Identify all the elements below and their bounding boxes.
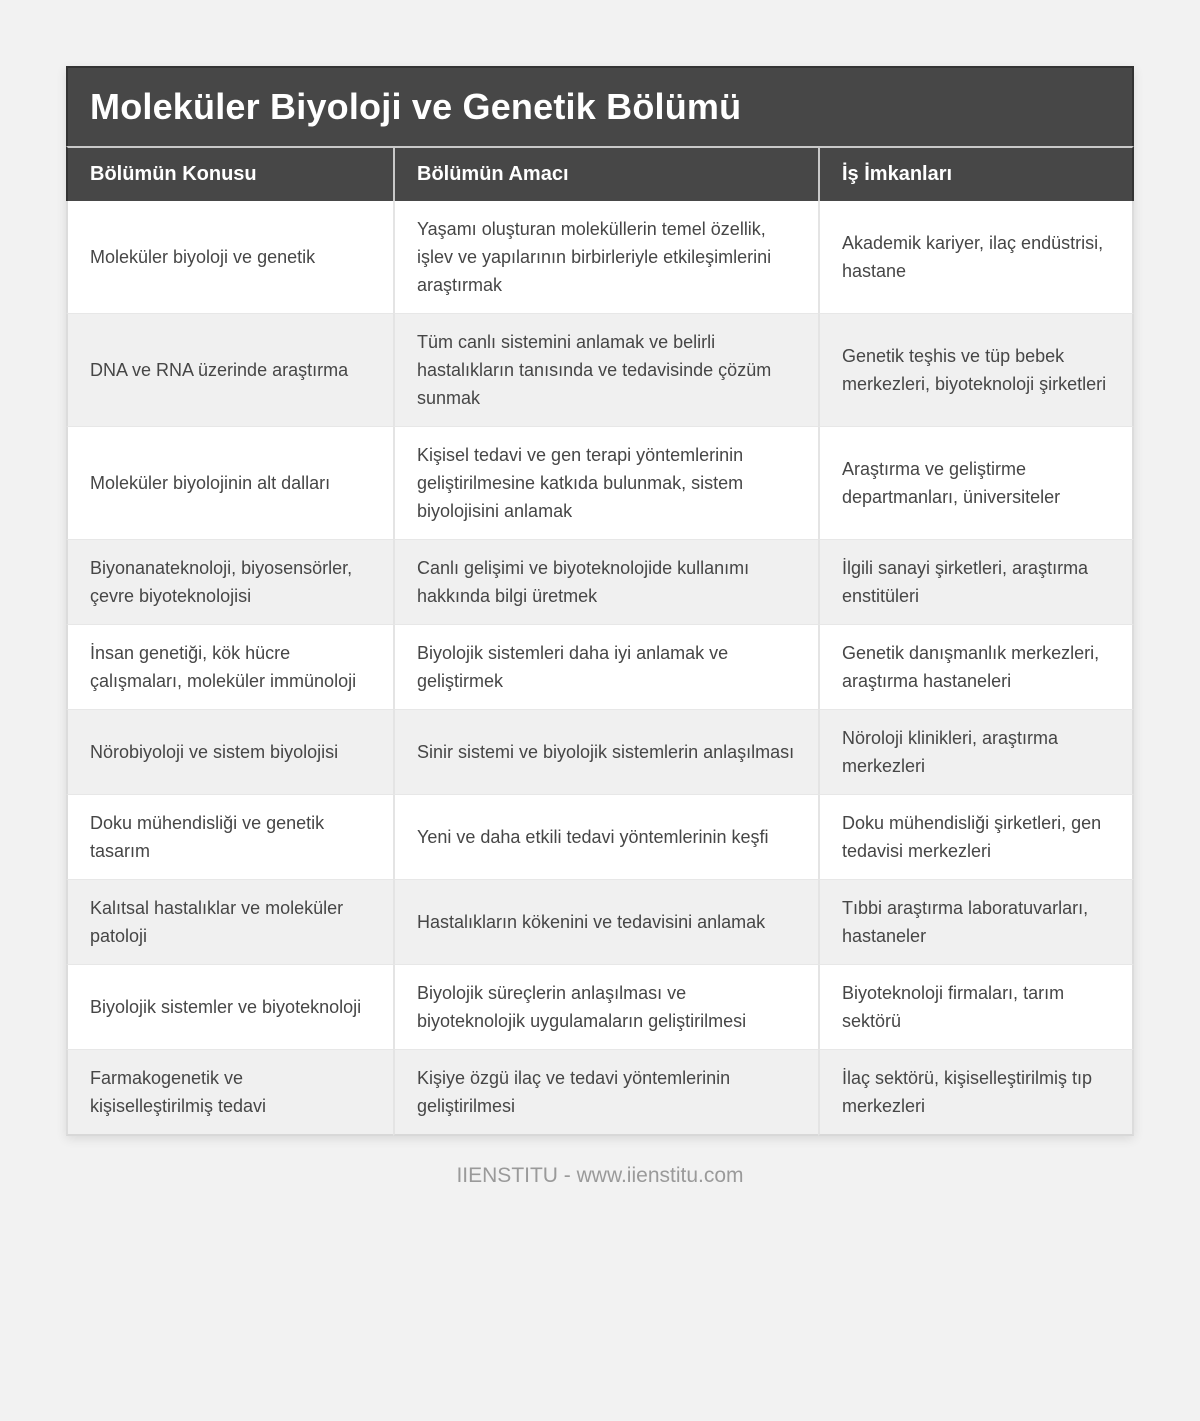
cell-bolumun-amaci: Hastalıkların kökenini ve tedavisini anlamak bbox=[393, 879, 818, 964]
table-row bbox=[66, 964, 1134, 1049]
table-title: Moleküler Biyoloji ve Genetik Bölümü bbox=[66, 66, 1134, 146]
table-row bbox=[66, 426, 1134, 539]
column-header-bolumun-konusu: Bölümün Konusu bbox=[66, 146, 393, 201]
cell-is-imkanlari: Biyoteknoloji firmaları, tarım sektörü bbox=[818, 964, 1134, 1049]
cell-bolumun-amaci: Sinir sistemi ve biyolojik sistemlerin anlaşılması bbox=[393, 709, 818, 794]
cell-is-imkanlari: Tıbbi araştırma laboratuvarları, hastaneler bbox=[818, 879, 1134, 964]
cell-is-imkanlari: Nöroloji klinikleri, araştırma merkezleri bbox=[818, 709, 1134, 794]
cell-bolumun-amaci: Biyolojik sistemleri daha iyi anlamak ve geliştirmek bbox=[393, 624, 818, 709]
table-row bbox=[66, 313, 1134, 426]
cell-bolumun-konusu: DNA ve RNA üzerinde araştırma bbox=[66, 313, 393, 426]
cell-is-imkanlari: İlaç sektörü, kişiselleştirilmiş tıp merkezleri bbox=[818, 1049, 1134, 1136]
cell-bolumun-konusu: Biyolojik sistemler ve biyoteknoloji bbox=[66, 964, 393, 1049]
cell-bolumun-konusu: Nörobiyoloji ve sistem biyolojisi bbox=[66, 709, 393, 794]
cell-is-imkanlari: Akademik kariyer, ilaç endüstrisi, hastane bbox=[818, 201, 1134, 313]
table-row bbox=[66, 539, 1134, 624]
cell-bolumun-amaci: Biyolojik süreçlerin anlaşılması ve biyoteknolojik uygulamaların geliştirilmesi bbox=[393, 964, 818, 1049]
cell-bolumun-konusu: Moleküler biyolojinin alt dalları bbox=[66, 426, 393, 539]
cell-bolumun-konusu: Doku mühendisliği ve genetik tasarım bbox=[66, 794, 393, 879]
title-row bbox=[66, 66, 1134, 146]
table-row bbox=[66, 879, 1134, 964]
content-sheet bbox=[66, 66, 1134, 1188]
cell-bolumun-amaci: Yeni ve daha etkili tedavi yöntemlerinin keşfi bbox=[393, 794, 818, 879]
cell-bolumun-konusu: İnsan genetiği, kök hücre çalışmaları, moleküler immünoloji bbox=[66, 624, 393, 709]
cell-bolumun-amaci: Kişiye özgü ilaç ve tedavi yöntemlerinin geliştirilmesi bbox=[393, 1049, 818, 1136]
program-table bbox=[66, 66, 1134, 1136]
cell-is-imkanlari: İlgili sanayi şirketleri, araştırma enstitüleri bbox=[818, 539, 1134, 624]
cell-bolumun-konusu: Kalıtsal hastalıklar ve moleküler patoloji bbox=[66, 879, 393, 964]
cell-bolumun-konusu: Farmakogenetik ve kişiselleştirilmiş tedavi bbox=[66, 1049, 393, 1136]
cell-bolumun-konusu: Biyonanateknoloji, biyosensörler, çevre biyoteknolojisi bbox=[66, 539, 393, 624]
cell-is-imkanlari: Genetik teşhis ve tüp bebek merkezleri, biyoteknoloji şirketleri bbox=[818, 313, 1134, 426]
cell-is-imkanlari: Araştırma ve geliştirme departmanları, üniversiteler bbox=[818, 426, 1134, 539]
table-row bbox=[66, 794, 1134, 879]
column-header-row bbox=[66, 146, 1134, 201]
footer-credit: IIENSTITU - www.iienstitu.com bbox=[456, 1164, 744, 1187]
column-header-is-imkanlari: İş İmkanları bbox=[818, 146, 1134, 201]
cell-bolumun-amaci: Canlı gelişimi ve biyoteknolojide kullanımı hakkında bilgi üretmek bbox=[393, 539, 818, 624]
cell-bolumun-konusu: Moleküler biyoloji ve genetik bbox=[66, 201, 393, 313]
cell-bolumun-amaci: Yaşamı oluşturan moleküllerin temel özellik, işlev ve yapılarının birbirleriyle etkileşimlerini araştırmak bbox=[393, 201, 818, 313]
cell-is-imkanlari: Genetik danışmanlık merkezleri, araştırma hastaneleri bbox=[818, 624, 1134, 709]
cell-bolumun-amaci: Kişisel tedavi ve gen terapi yöntemlerinin geliştirilmesine katkıda bulunmak, sistem biyolojisini anlamak bbox=[393, 426, 818, 539]
cell-is-imkanlari: Doku mühendisliği şirketleri, gen tedavisi merkezleri bbox=[818, 794, 1134, 879]
table-row bbox=[66, 201, 1134, 313]
cell-bolumun-amaci: Tüm canlı sistemini anlamak ve belirli hastalıkların tanısında ve tedavisinde çözüm sunmak bbox=[393, 313, 818, 426]
table-row bbox=[66, 1049, 1134, 1136]
table-row bbox=[66, 624, 1134, 709]
column-header-bolumun-amaci: Bölümün Amacı bbox=[393, 146, 818, 201]
table-row bbox=[66, 709, 1134, 794]
